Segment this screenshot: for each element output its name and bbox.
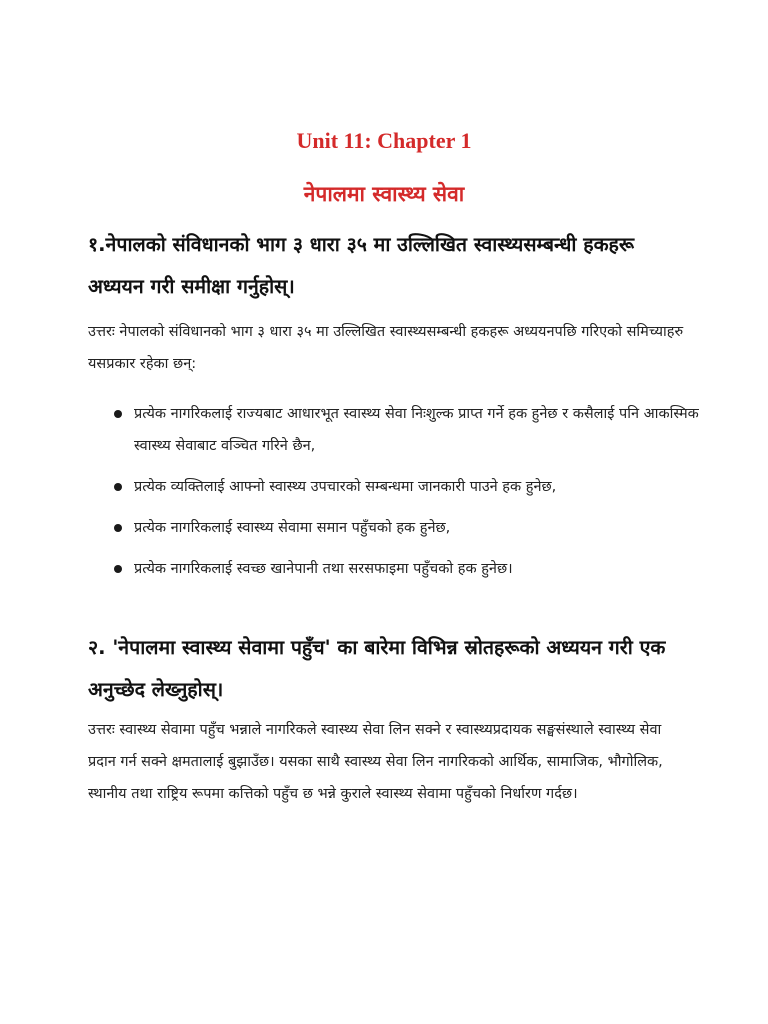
question-1: १.नेपालको संविधानको भाग ३ धारा ३५ मा उल्लिखित स्वास्थ्यसम्बन्धी हकहरू अध्ययन गरी समीक्षा गर्नुहोस्।	[88, 233, 635, 298]
bullet-icon	[114, 524, 122, 532]
list-item	[112, 471, 702, 503]
list-item	[112, 553, 702, 585]
unit-title: Unit 11: Chapter 1	[296, 128, 472, 153]
answer-2: उत्तरः स्वास्थ्य सेवामा पहुँच भन्नाले नागरिकले स्वास्थ्य सेवा लिन सक्ने र स्वास्थ्यप्रदायक सङ्घसंस्थाले स्वास्थ्य सेवा प्रदान गर्न सक्ने क्षमतालाई बुझाउँछ। यसका साथै स्वास्थ्य सेवा लिन नागरिकको आर्थिक, सामाजिक, भौगोलिक, स्थानीय तथा राष्ट्रिय रूपमा कत्तिको पहुँच छ भन्ने कुराले स्वास्थ्य सेवामा पहुँचको निर्धारण गर्दछ।	[88, 722, 663, 802]
list-item	[112, 512, 702, 544]
bullet-icon	[114, 483, 122, 491]
rights-list	[112, 398, 702, 594]
question-2: २. 'नेपालमा स्वास्थ्य सेवामा पहुँच' का बारेमा विभिन्न स्रोतहरूको अध्ययन गरी एक अनुच्छेद लेख्नुहोस्।	[88, 636, 666, 701]
bullet-icon	[114, 410, 122, 418]
list-item-text: प्रत्येक नागरिकलाई स्वास्थ्य सेवामा समान पहुँचको हक हुनेछ,	[134, 520, 451, 536]
list-item-text: प्रत्येक व्यक्तिलाई आफ्नो स्वास्थ्य उपचारको सम्बन्धमा जानकारी पाउने हक हुनेछ,	[134, 479, 557, 495]
list-item	[112, 398, 702, 462]
bullet-icon	[114, 565, 122, 573]
list-item-text: प्रत्येक नागरिकलाई स्वच्छ खानेपानी तथा सरसफाइमा पहुँचको हक हुनेछ।	[134, 561, 513, 577]
answer-1: उत्तरः नेपालको संविधानको भाग ३ धारा ३५ मा उल्लिखित स्वास्थ्यसम्बन्धी हकहरू अध्ययनपछि गरिएको समिच्याहरु यसप्रकार रहेका छन्:	[88, 324, 684, 372]
chapter-title: नेपालमा स्वास्थ्य सेवा	[303, 182, 465, 206]
list-item-text: प्रत्येक नागरिकलाई राज्यबाट आधारभूत स्वास्थ्य सेवा निःशुल्क प्राप्त गर्ने हक हुनेछ र कसैलाई पनि आकस्मिक स्वास्थ्य सेवाबाट वञ्चित गरिने छैन,	[134, 406, 699, 454]
